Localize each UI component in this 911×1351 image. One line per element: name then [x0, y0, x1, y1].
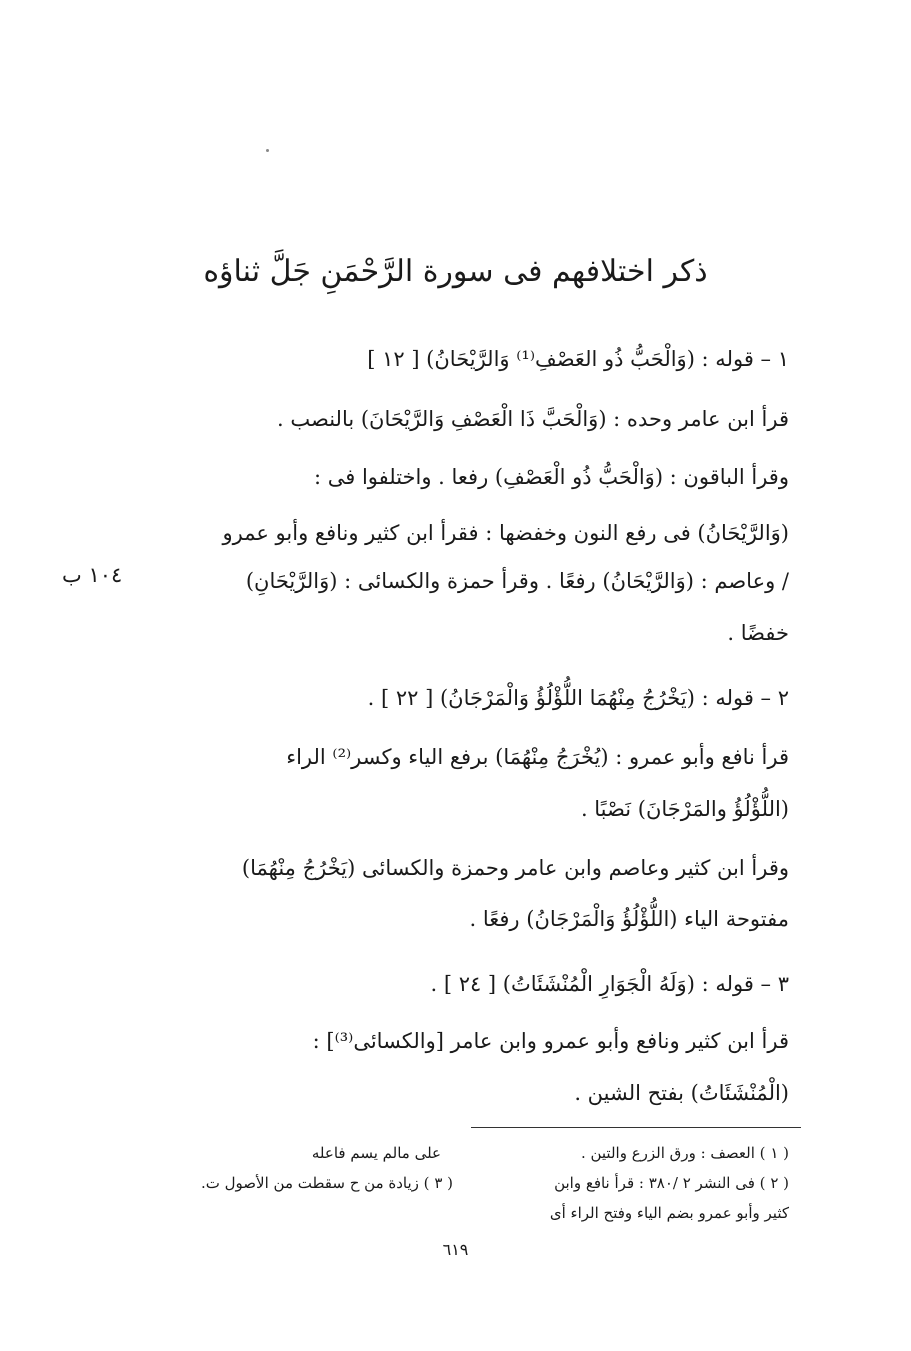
text-line: (وَالرَّيْحَانُ) فى رفع النون وخفضها : فقرأ ابن كثير ونافع وأبو عمرو	[222, 521, 789, 545]
chapter-title: ذكر اختلافهم فى سورة الرَّحْمَنِ جَلَّ ثناؤه	[203, 254, 708, 289]
text-line: (الْمُنْشَئَاتُ) بفتح الشين .	[574, 1081, 789, 1105]
text-line: وقرأ الباقون : (وَالْحَبُّ ذُو الْعَصْفِ) رفعا . واختلفوا فى :	[313, 465, 789, 489]
text-line: قرأ ابن كثير ونافع وأبو عمرو وابن عامر [والكسائى⁽³⁾] :	[312, 1029, 789, 1053]
text-line: قرأ نافع وأبو عمرو : (يُخْرَجُ مِنْهُمَا) برفع الياء وكسر⁽²⁾ الراء	[286, 745, 789, 769]
text-line: وقرأ ابن كثير وعاصم وابن عامر وحمزة والكسائى (يَخْرُجُ مِنْهُمَا)	[241, 856, 789, 880]
footnote-2: ( ٢ ) فى النشر ٢ /٣٨٠ : قرأ نافع وابن	[554, 1174, 789, 1192]
page-number: ٦١٩	[442, 1240, 469, 1259]
text-line: (اللُّؤْلُؤُ والمَرْجَانَ) نَصْبًا .	[580, 797, 789, 821]
speck	[266, 149, 269, 152]
footnote-3: ( ٣ ) زيادة من ح سقطت من الأصول ت.	[201, 1174, 453, 1192]
margin-folio-note: ١٠٤ ب	[62, 563, 123, 587]
footnote-divider	[471, 1127, 801, 1128]
footnote-2-continuation: على مالم يسم فاعله	[311, 1144, 441, 1162]
footnote-2-line2: كثير وأبو عمرو بضم الياء وفتح الراء أى	[549, 1204, 789, 1222]
text-line: ١ – قوله : (وَالْحَبُّ ذُو العَصْفِ⁽¹⁾ وَالرَّيْحَانُ) [ ١٢ ]	[367, 347, 789, 371]
text-line: ٢ – قوله : (يَخْرُجُ مِنْهُمَا اللُّؤْلُؤُ وَالْمَرْجَانُ) [ ٢٢ ] .	[367, 686, 789, 710]
text-line: / وعاصم : (وَالرَّيْحَانُ) رفعًا . وقرأ حمزة والكسائى : (وَالرَّيْحَانِ)	[245, 569, 789, 593]
text-line: خفضًا .	[727, 621, 789, 645]
text-line: مفتوحة الياء (اللُّؤْلُؤُ وَالْمَرْجَانُ) رفعًا .	[469, 907, 789, 931]
footnote-1: ( ١ ) العصف : ورق الزرع والتين .	[580, 1144, 789, 1162]
text-line: قرأ ابن عامر وحده : (وَالْحَبَّ ذَا الْعَصْفِ وَالرَّيْحَانَ) بالنصب .	[277, 407, 789, 431]
text-line: ٣ – قوله : (وَلَهُ الْجَوَارِ الْمُنْشَئَاتُ) [ ٢٤ ] .	[430, 972, 789, 996]
